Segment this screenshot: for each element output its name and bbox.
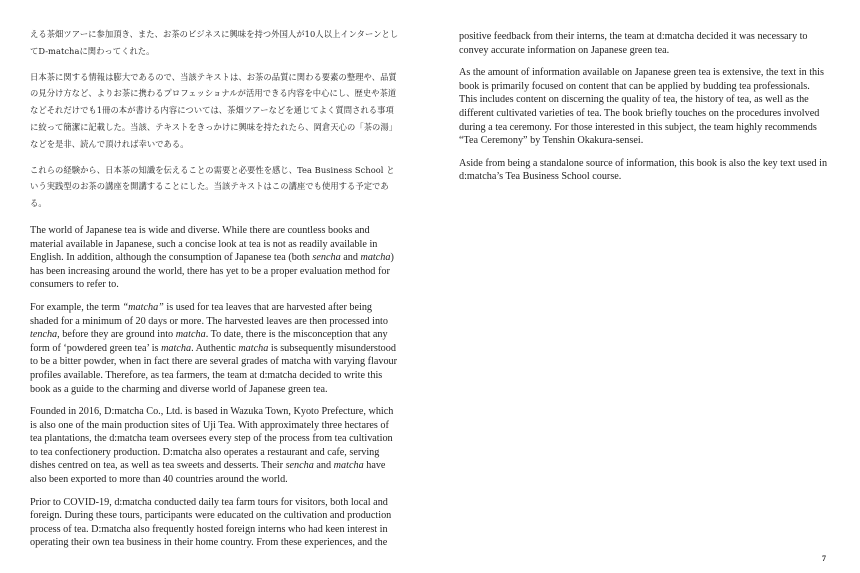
en-paragraph-4: Prior to COVID-19, d:matcha conducted daily tea farm tours for visitors, both local and foreign. During these tours, participants were educated on the cultivation and production process of tea. D:matcha also frequently hosted foreign interns who had keen interest in operating their own tea business in their home country. From these experiences, and the (30, 496, 392, 549)
en-paragraph-1: The world of Japanese tea is wide and diverse. While there are countless books and material available in Japanese, such a concise look at tea is not as readily available in English. In addition, although the consumption of Japanese tea (both sencha and matcha) has been increasing around the world, there has yet to be a proper evaluation method for consumers to refer to. (30, 224, 394, 291)
right-paragraph-1: positive feedback from their interns, the team at d:matcha decided it was necessary to convey accurate information on Japanese green tea. (459, 31, 808, 56)
en-paragraph-2: For example, the term “matcha” is used for tea leaves that are harvested after being shaded for a minimum of 20 days or more. The harvested leaves are then processed into tencha, before they are ground into matcha. To date, there is the misconception that any form of ‘powdered green tea’ is matcha. Authentic matcha is subsequently misunderstood to be a bitter powder, when in fact there are several grades of matcha with varying flavour profiles available. Therefore, as tea farmers, the team at d:matcha decided to write this book as a guide to the charming and diverse world of Japanese green tea. (30, 301, 398, 395)
en-paragraph-3: Founded in 2016, D:matcha Co., Ltd. is based in Wazuka Town, Kyoto Prefecture, which is also one of the main production sites of Uji Tea. With approximately three hectares of tea plantations, the d:matcha team oversees every step of the process from tea cultivation to tea confectionery production. D:matcha also operates a restaurant and cafe, serving dishes centred on tea, as well as tea sweets and desserts. Their sencha and matcha have also been exported to more than 40 countries around the world. (30, 406, 394, 486)
left-column (30, 0, 400, 550)
right-paragraph-3: Aside from being a standalone source of information, this book is also the key text used in d:matcha’s Tea Business School course. (459, 157, 828, 183)
jp-paragraph-3: これらの経験から、日本茶の知識を伝えることの需要と必要性を感じ、Tea Business School という実践型のお茶の講座を開講することにした。当該テキストはこの講座でも使用する予定である。 (30, 164, 395, 209)
right-paragraph-2: As the amount of information available on Japanese green tea is extensive, the text in this book is primarily focused on content that can be applied by budding tea professionals. This includes content on discerning the quality of tea, the history of tea, as well as the different cultivated varieties of tea. The book briefly touches on the procedures involved during a tea ceremony. For those interested in this subject, the team highly recommends “Tea Ceremony” by Tenshin Okakura-sensei. (459, 67, 824, 147)
right-column (459, 0, 829, 184)
page-number: 7 (822, 554, 826, 563)
jp-paragraph-2: 日本茶に関する情報は膨大であるので、当該テキストは、お茶の品質に関わる要素の整理や、品質の見分け方など、よりお茶に携わるプロフェッショナルが活用できる内容を中心にし、歴史や茶道などそれだけでも1冊の本が書ける内容については、茶畑ツアーなどを通じてよく質問される事項に絞って簡潔に記載した。当該、テキストをきっかけに興味を持たれたら、岡倉天心の「茶の湯」などを是非、読んで頂ければ幸いである。 (30, 71, 398, 149)
jp-paragraph-1: える茶畑ツアーに参加頂き、また、お茶のビジネスに興味を持つ外国人が10人以上インターンとしてD-matchaに関わってくれた。 (30, 29, 399, 56)
